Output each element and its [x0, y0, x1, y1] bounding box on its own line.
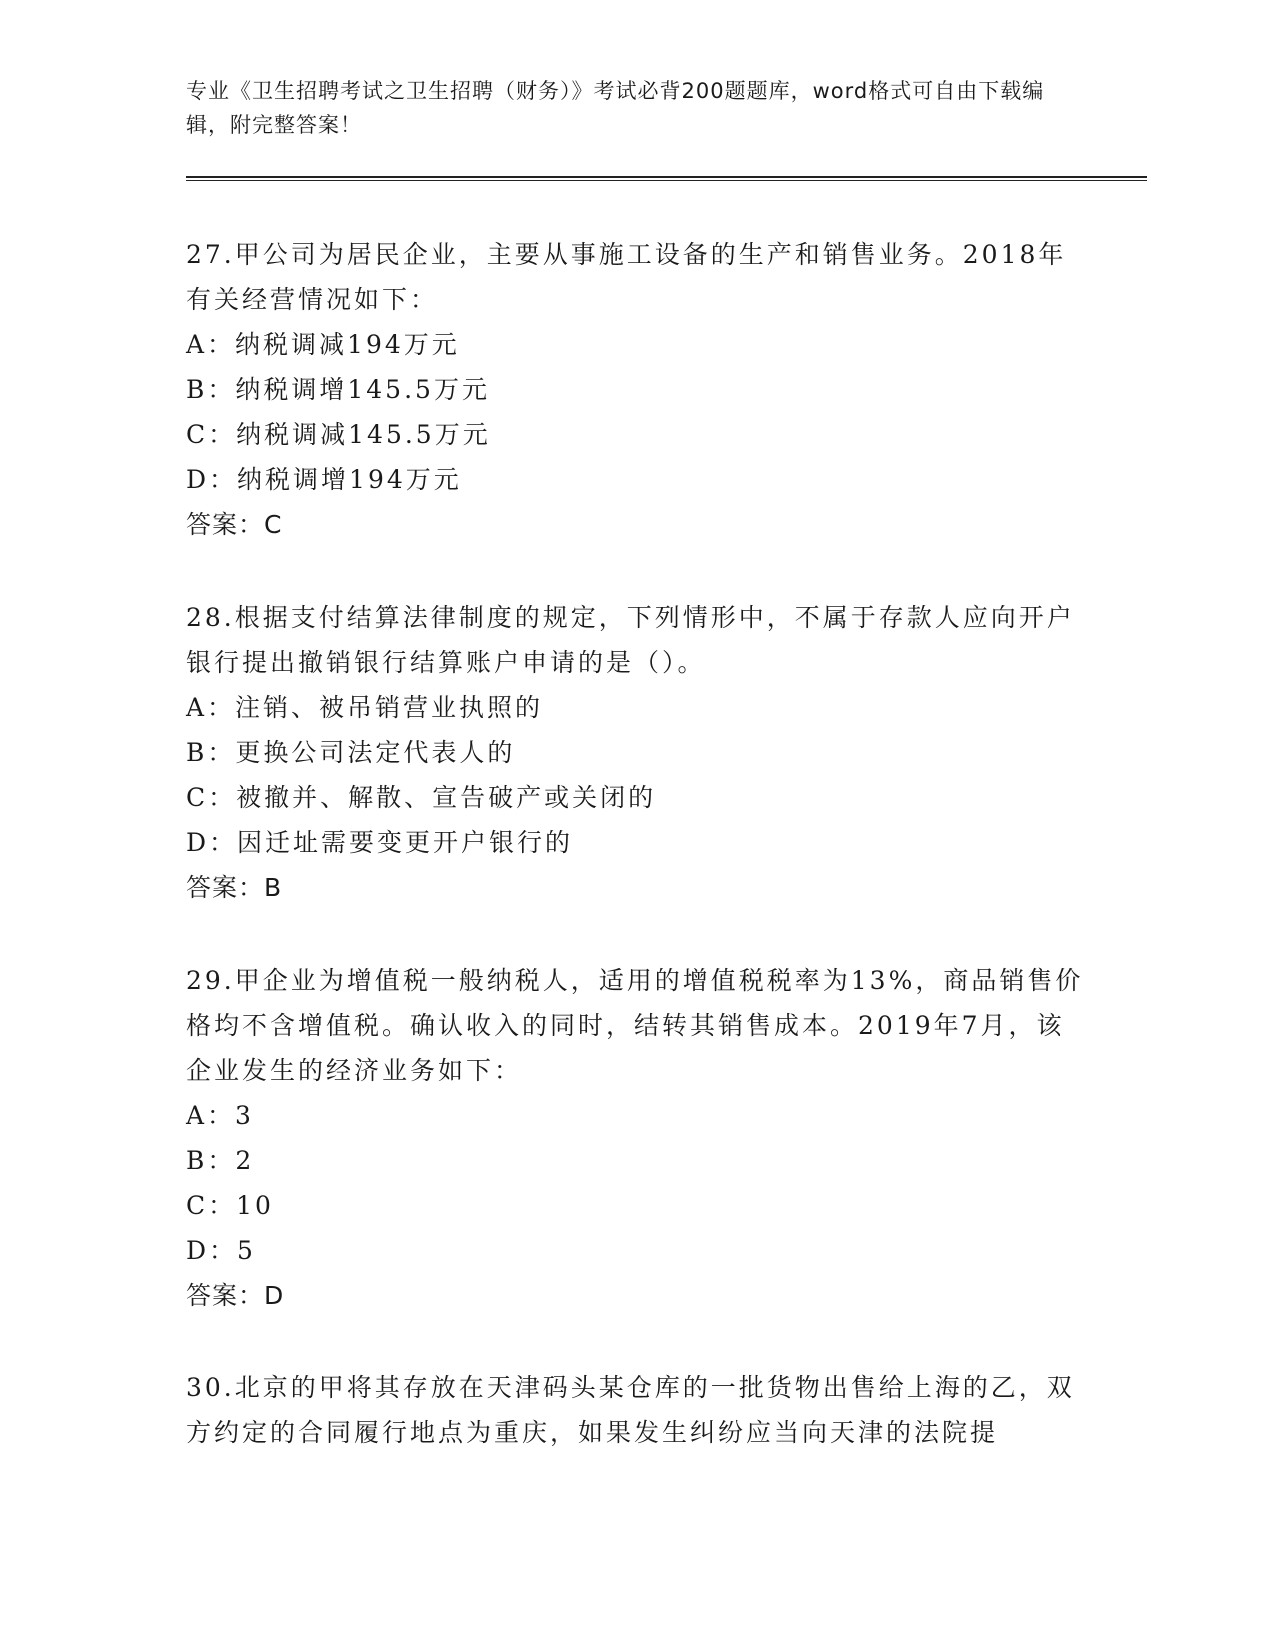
header-description: 专业《卫生招聘考试之卫生招聘（财务）》考试必背200题题库，word格式可自由下载编辑，附完整答案！	[186, 79, 1045, 137]
question-stem: 28.根据支付结算法律制度的规定，下列情形中，不属于存款人应向开户银行提出撤销银行结算账户申请的是（）。	[186, 603, 1075, 677]
answer: 答案：C	[186, 510, 283, 539]
option-b: B：纳税调增145.5万元	[186, 375, 490, 404]
question-28	[186, 595, 1086, 910]
question-29	[186, 958, 1086, 1318]
option-b: B：更换公司法定代表人的	[186, 738, 516, 767]
question-27	[186, 232, 1086, 547]
answer: 答案：D	[186, 1281, 285, 1310]
option-c: C：纳税调减145.5万元	[186, 420, 491, 449]
option-b: B：2	[186, 1146, 255, 1175]
option-d: D：因迁址需要变更开户银行的	[186, 828, 574, 857]
option-a: A：3	[186, 1101, 254, 1130]
header-divider	[186, 176, 1147, 181]
option-d: D：纳税调增194万元	[186, 465, 462, 494]
option-c: C：10	[186, 1191, 274, 1220]
option-d: D：5	[186, 1236, 256, 1265]
answer: 答案：B	[186, 873, 283, 902]
option-a: A：注销、被吊销营业执照的	[186, 693, 544, 722]
option-a: A：纳税调减194万元	[186, 330, 460, 359]
question-30	[186, 1365, 1086, 1455]
question-stem: 30.北京的甲将其存放在天津码头某仓库的一批货物出售给上海的乙，双方约定的合同履行地点为重庆，如果发生纠纷应当向天津的法院提	[186, 1373, 1075, 1447]
question-stem: 27.甲公司为居民企业，主要从事施工设备的生产和销售业务。2018年有关经营情况如下：	[186, 240, 1067, 314]
option-c: C：被撤并、解散、宣告破产或关闭的	[186, 783, 657, 812]
question-stem: 29.甲企业为增值税一般纳税人，适用的增值税税率为13%，商品销售价格均不含增值税。确认收入的同时，结转其销售成本。2019年7月，该企业发生的经济业务如下：	[186, 966, 1084, 1085]
